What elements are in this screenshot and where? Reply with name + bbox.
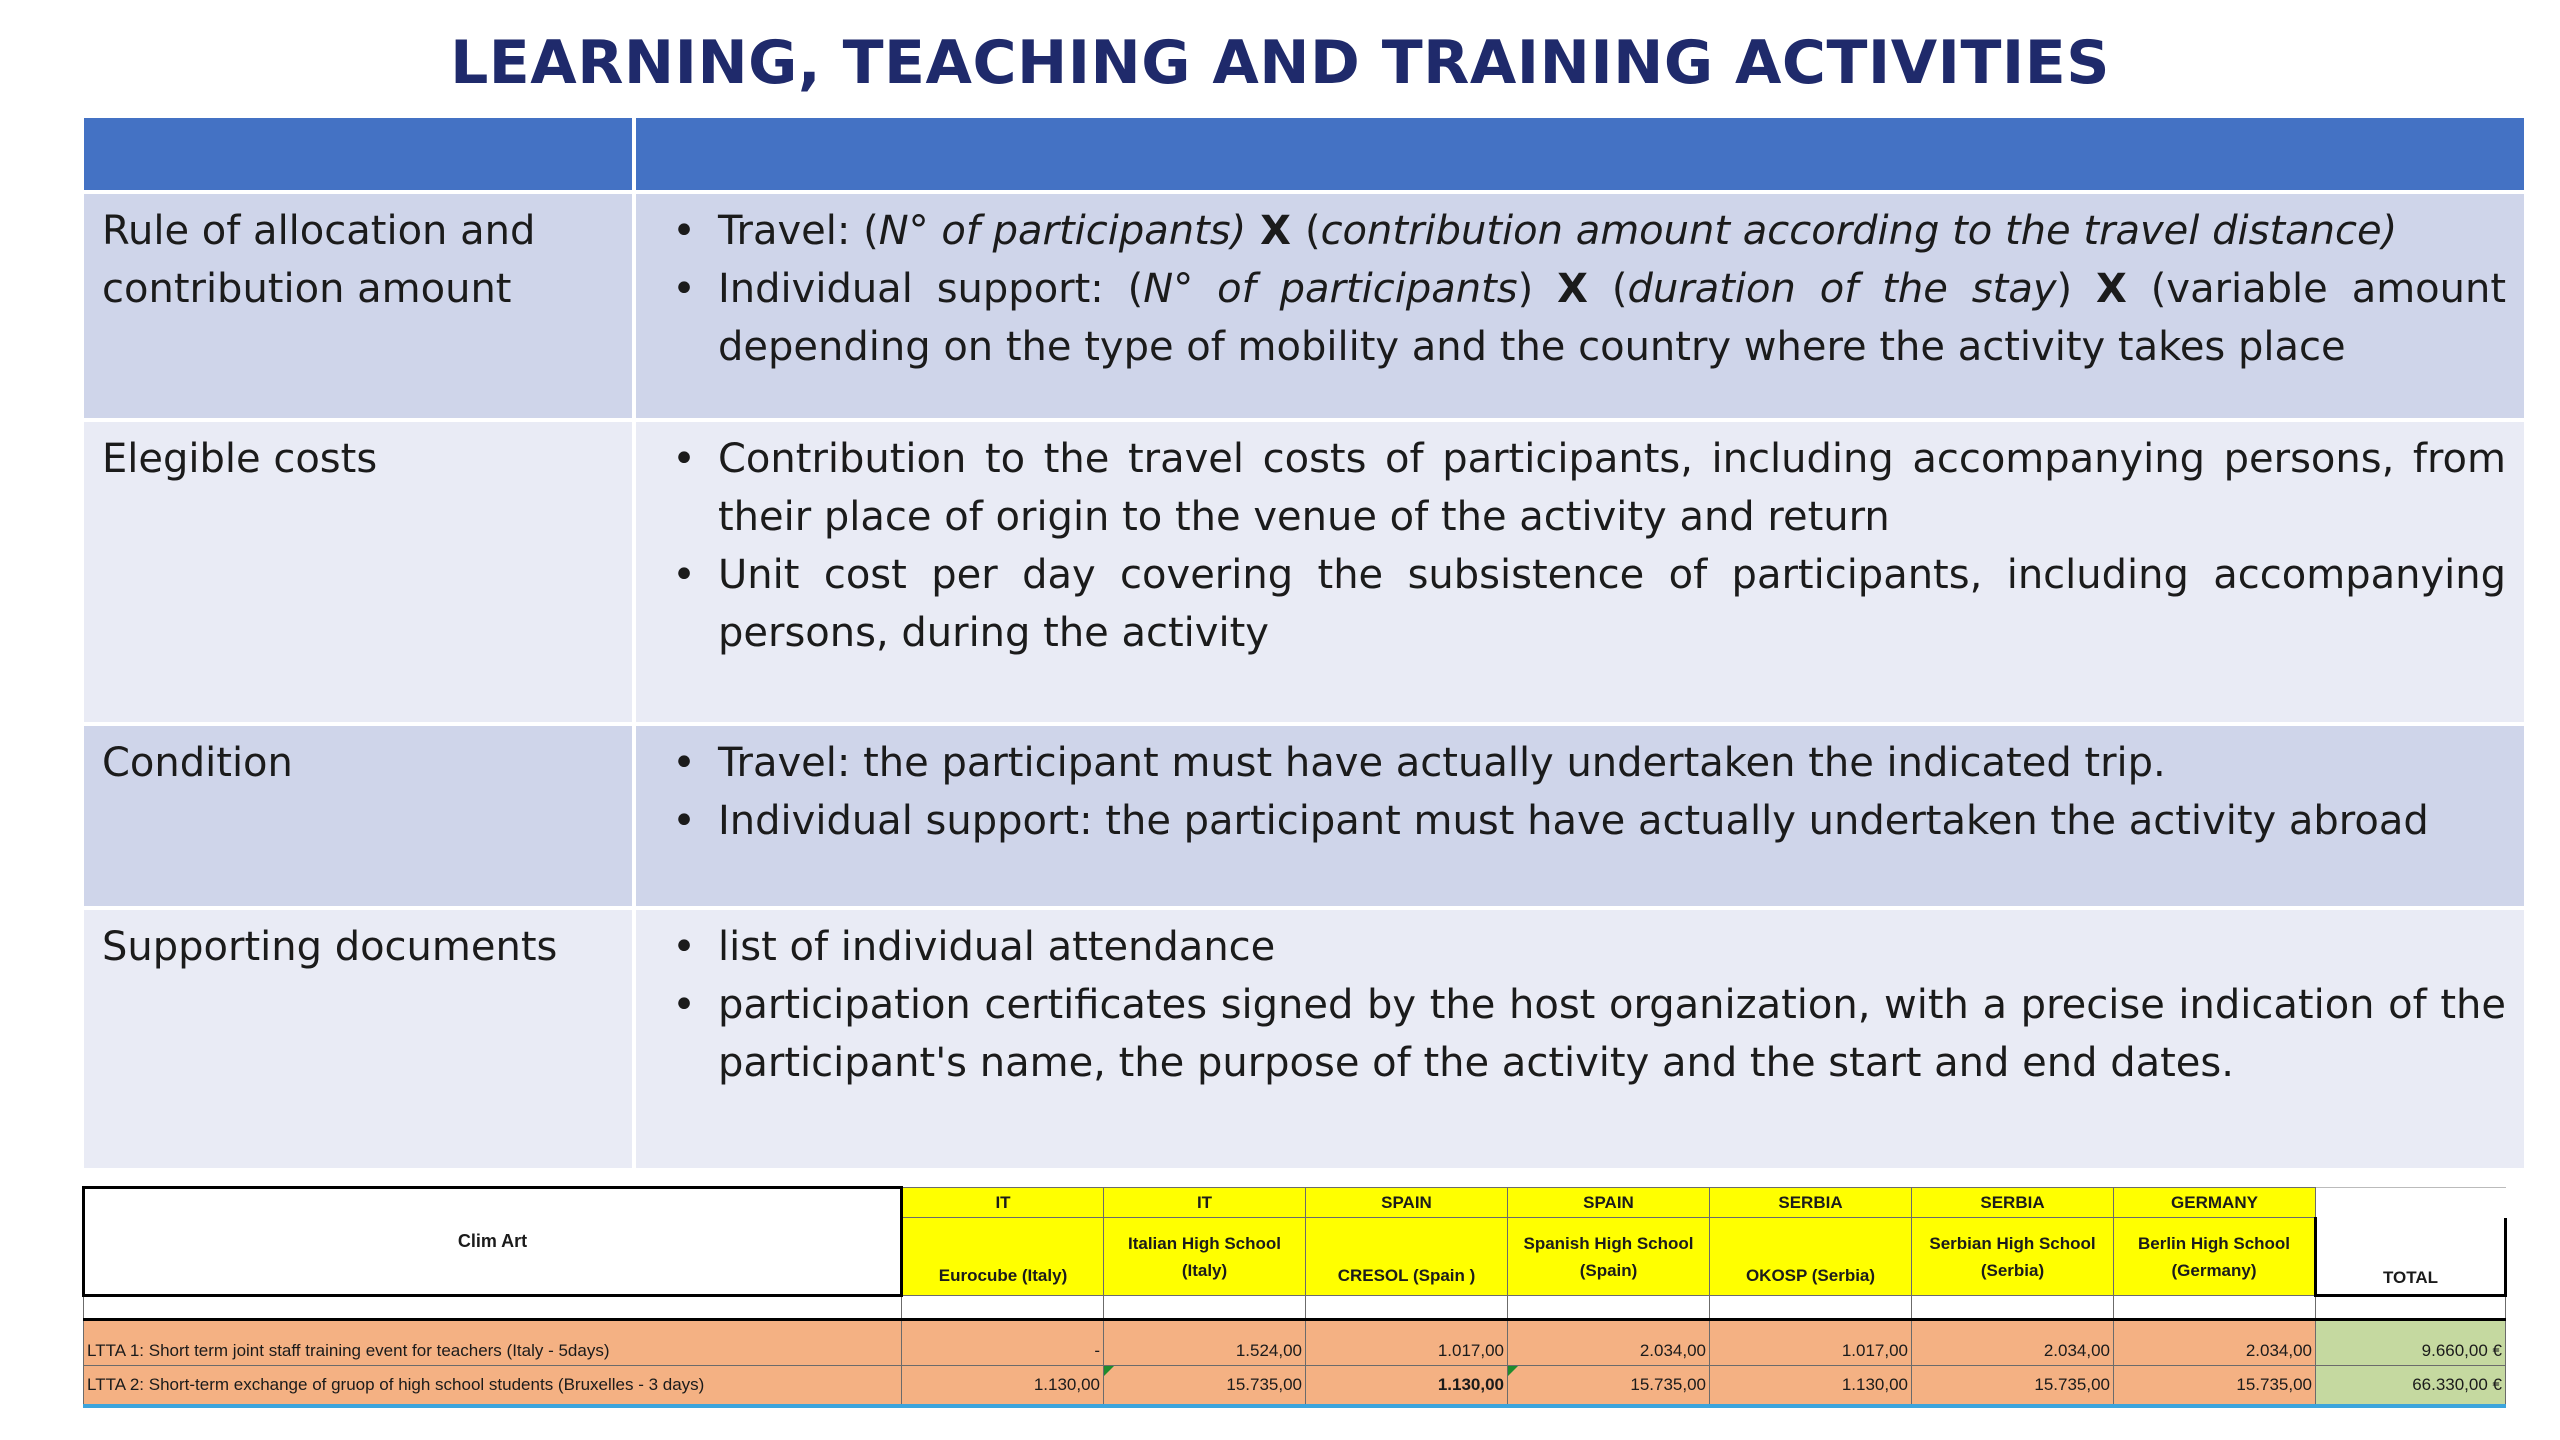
row-content-cell bbox=[634, 908, 2524, 1168]
ltta1-row bbox=[84, 1320, 2506, 1366]
school-cell: CRESOL (Spain ) bbox=[1306, 1218, 1508, 1296]
bullet-icon: • bbox=[672, 982, 696, 1028]
row-label: Elegible costs bbox=[102, 436, 378, 482]
ltta2-row bbox=[84, 1366, 2506, 1406]
bullet-text-run: X bbox=[2096, 266, 2127, 312]
bullet-icon: • bbox=[672, 740, 696, 786]
amount-cell: 1.130,00 bbox=[902, 1366, 1104, 1406]
country-cell: SPAIN bbox=[1508, 1188, 1710, 1218]
bullet-text bbox=[718, 260, 2506, 376]
bullet-icon: • bbox=[672, 436, 696, 482]
bullet-text-run: duration of the stay bbox=[1627, 266, 2057, 312]
bullet-list bbox=[636, 726, 2524, 850]
empty-cell bbox=[2114, 1296, 2316, 1320]
empty-cell bbox=[1912, 1296, 2114, 1320]
bullet-text-run: X bbox=[1557, 266, 1589, 312]
row-label-cell bbox=[84, 420, 634, 724]
bullet-text-run: contribution amount according to the travel distance) bbox=[1320, 208, 2398, 254]
bullet-item bbox=[650, 202, 2506, 260]
bullet-text-run: ( bbox=[1588, 266, 1628, 312]
bullet-item bbox=[650, 430, 2506, 546]
amount-cell: 1.017,00 bbox=[1306, 1320, 1508, 1366]
bullet-text bbox=[718, 918, 2506, 976]
bullet-item bbox=[650, 260, 2506, 376]
bullet-item bbox=[650, 792, 2506, 850]
row-label: Rule of allocation and contribution amount bbox=[102, 208, 536, 312]
bullet-text-run: (variable amount depending on the type of mobility and the country where the activity takes place bbox=[718, 266, 2507, 370]
ltta-rules-table bbox=[84, 118, 2524, 1168]
bullet-text-run: participation certificates signed by the host organization, with a precise indication of the participant's name, the purpose of the activity and the start and end dates. bbox=[718, 982, 2506, 1086]
bullet-text-run: N° of participants bbox=[1143, 266, 1518, 312]
amount-cell: 2.034,00 bbox=[1912, 1320, 2114, 1366]
bullet-icon: • bbox=[672, 208, 696, 254]
total-cell: 9.660,00 € bbox=[2316, 1320, 2506, 1366]
school-cell: Eurocube (Italy) bbox=[902, 1218, 1104, 1296]
empty-cell bbox=[1508, 1296, 1710, 1320]
empty-cell bbox=[2316, 1296, 2506, 1320]
country-cell: GERMANY bbox=[2114, 1188, 2316, 1218]
project-name-cell: Clim Art bbox=[84, 1188, 902, 1296]
bullet-text-run: Travel: the participant must have actually undertaken the indicated trip. bbox=[718, 740, 2166, 786]
row-condition bbox=[84, 724, 2524, 908]
row-label-cell bbox=[84, 724, 634, 908]
bullet-text bbox=[718, 792, 2506, 850]
header-cell-left bbox=[84, 118, 634, 192]
slide-title: LEARNING, TEACHING AND TRAINING ACTIVITIES bbox=[450, 28, 2110, 98]
amount-cell: 15.735,00 bbox=[1912, 1366, 2114, 1406]
row-content-cell bbox=[634, 192, 2524, 420]
empty-cell bbox=[1104, 1296, 1306, 1320]
country-cell: IT bbox=[1104, 1188, 1306, 1218]
bullet-item bbox=[650, 918, 2506, 976]
row-content-cell bbox=[634, 420, 2524, 724]
bullet-text-run: Unit cost per day covering the subsistence of participants, including accompanying persons, during the activity bbox=[718, 552, 2506, 656]
row-content-cell bbox=[634, 724, 2524, 908]
activity-label-cell: LTTA 1: Short term joint staff training event for teachers (Italy - 5days) bbox=[84, 1320, 902, 1366]
amount-cell: 2.034,00 bbox=[1508, 1320, 1710, 1366]
spacer-row bbox=[84, 1296, 2506, 1320]
bullet-item bbox=[650, 976, 2506, 1092]
total-header-cell: TOTAL bbox=[2316, 1218, 2506, 1296]
bullet-text-run: list of individual attendance bbox=[718, 924, 1276, 970]
country-row bbox=[84, 1188, 2506, 1218]
bullet-item bbox=[650, 734, 2506, 792]
bullet-text bbox=[718, 546, 2506, 662]
bullet-text bbox=[718, 430, 2506, 546]
country-cell: SERBIA bbox=[1912, 1188, 2114, 1218]
bullet-text bbox=[718, 202, 2506, 260]
bullet-icon: • bbox=[672, 798, 696, 844]
budget-spreadsheet bbox=[82, 1186, 2507, 1408]
row-supporting-documents bbox=[84, 908, 2524, 1168]
amount-cell: 15.735,00 bbox=[1508, 1366, 1710, 1406]
row-eligible-costs bbox=[84, 420, 2524, 724]
row-label-cell bbox=[84, 908, 634, 1168]
amount-cell: 1.524,00 bbox=[1104, 1320, 1306, 1366]
bullet-text-run: X bbox=[1246, 208, 1305, 254]
empty-cell bbox=[84, 1296, 902, 1320]
amount-cell: 2.034,00 bbox=[2114, 1320, 2316, 1366]
row-label: Condition bbox=[102, 740, 293, 786]
country-cell: SERBIA bbox=[1710, 1188, 1912, 1218]
table-header-band bbox=[84, 118, 2524, 192]
school-cell: Italian High School (Italy) bbox=[1104, 1218, 1306, 1296]
bullet-icon: • bbox=[672, 552, 696, 598]
row-label: Supporting documents bbox=[102, 924, 558, 970]
bullet-text-run: ( bbox=[1304, 208, 1321, 254]
school-cell: Serbian High School (Serbia) bbox=[1912, 1218, 2114, 1296]
bullet-text-run: N° of participants) bbox=[878, 208, 1247, 254]
total-cell: 66.330,00 € bbox=[2316, 1366, 2506, 1406]
amount-cell: 1.130,00 bbox=[1710, 1366, 1912, 1406]
school-cell: OKOSP (Serbia) bbox=[1710, 1218, 1912, 1296]
bullet-text bbox=[718, 734, 2506, 792]
bullet-text-run: Individual support: the participant must have actually undertaken the activity abroad bbox=[718, 798, 2429, 844]
row-label-cell bbox=[84, 192, 634, 420]
bullet-text-run: Individual support: ( bbox=[718, 266, 1144, 312]
bullet-list bbox=[636, 422, 2524, 662]
amount-cell: 1.017,00 bbox=[1710, 1320, 1912, 1366]
bullet-text bbox=[718, 976, 2506, 1092]
amount-cell: 15.735,00 bbox=[1104, 1366, 1306, 1406]
header-cell-right bbox=[634, 118, 2524, 192]
amount-cell: 1.130,00 bbox=[1306, 1366, 1508, 1406]
empty-cell bbox=[902, 1296, 1104, 1320]
bullet-text-run: Contribution to the travel costs of participants, including accompanying persons, from their place of origin to the venue of the activity and return bbox=[718, 436, 2506, 540]
school-cell: Berlin High School (Germany) bbox=[2114, 1218, 2316, 1296]
empty-cell bbox=[2316, 1188, 2506, 1218]
empty-cell bbox=[1710, 1296, 1912, 1320]
school-cell: Spanish High School (Spain) bbox=[1508, 1218, 1710, 1296]
amount-cell: 15.735,00 bbox=[2114, 1366, 2316, 1406]
bullet-icon: • bbox=[672, 266, 696, 312]
bullet-text-run: ) bbox=[2056, 266, 2097, 312]
bullet-list bbox=[636, 194, 2524, 376]
country-cell: SPAIN bbox=[1306, 1188, 1508, 1218]
activity-label-cell: LTTA 2: Short-term exchange of gruop of high school students (Bruxelles - 3 days) bbox=[84, 1366, 902, 1406]
bullet-icon: • bbox=[672, 924, 696, 970]
bullet-list bbox=[636, 910, 2524, 1092]
amount-cell: - bbox=[902, 1320, 1104, 1366]
bullet-text-run: Travel: ( bbox=[718, 208, 879, 254]
country-cell: IT bbox=[902, 1188, 1104, 1218]
row-allocation bbox=[84, 192, 2524, 420]
empty-cell bbox=[1306, 1296, 1508, 1320]
bullet-item bbox=[650, 546, 2506, 662]
bullet-text-run: ) bbox=[1517, 266, 1558, 312]
